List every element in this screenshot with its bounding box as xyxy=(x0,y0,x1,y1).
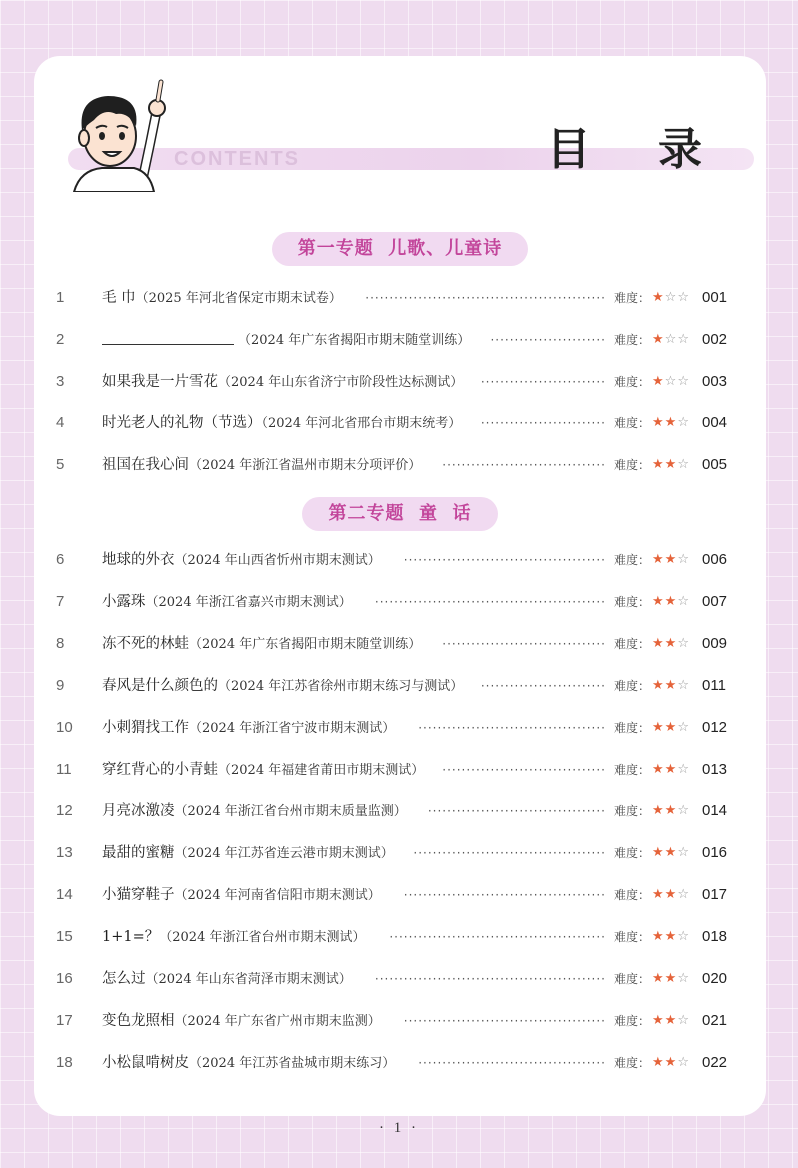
difficulty-stars xyxy=(652,370,690,394)
entry-title xyxy=(102,799,407,824)
entry-page-number: 007 xyxy=(702,592,728,610)
difficulty-stars xyxy=(652,411,690,435)
star-filled-icon: ★ xyxy=(652,290,665,305)
entry-title xyxy=(102,632,421,657)
entry-number: 6 xyxy=(56,551,65,568)
entry-title-text: 最甜的蜜糖 xyxy=(102,845,175,862)
difficulty-label: 难度： xyxy=(614,930,651,945)
section-title-text: 第一专题 儿歌、儿童诗 xyxy=(272,232,529,266)
entry-source: （2024 年福建省莆田市期末测试） xyxy=(218,762,425,778)
star-empty-icon: ☆ xyxy=(677,457,690,473)
entry-title xyxy=(102,967,352,992)
star-filled-icon: ★ xyxy=(664,1012,678,1028)
entry-page-number: 018 xyxy=(702,928,728,946)
star-empty-icon: ☆ xyxy=(677,761,690,777)
entry-page-number: 012 xyxy=(702,718,728,736)
toc-entry[interactable] xyxy=(34,1009,766,1033)
entry-title xyxy=(102,286,342,311)
entry-source: （2024 年浙江省宁波市期末测试） xyxy=(189,720,396,736)
entry-source: （2024 年山西省忻州市期末测试） xyxy=(174,553,381,568)
entry-number: 15 xyxy=(56,928,73,946)
difficulty-stars xyxy=(652,716,690,740)
difficulty-label: 难度： xyxy=(614,291,651,305)
entry-page-number: 011 xyxy=(702,676,726,694)
entry-title xyxy=(102,1009,381,1034)
dot-leader: ·················································· xyxy=(365,291,606,305)
entry-title-text: 小猫穿鞋子 xyxy=(102,887,175,904)
dot-leader: ····································· xyxy=(427,804,606,819)
star-filled-icon: ★ xyxy=(664,457,678,473)
difficulty-label: 难度： xyxy=(614,762,651,777)
entry-page-number: 009 xyxy=(702,634,728,652)
star-filled-icon: ★ xyxy=(652,593,665,609)
star-filled-icon: ★ xyxy=(652,803,665,819)
page-title: 目 录 xyxy=(546,124,728,175)
entry-number: 5 xyxy=(56,456,65,474)
toc-entry[interactable] xyxy=(34,370,766,394)
difficulty-stars xyxy=(652,758,690,782)
star-filled-icon: ★ xyxy=(664,719,678,735)
star-filled-icon: ★ xyxy=(664,593,678,609)
difficulty-label: 难度： xyxy=(614,804,651,819)
star-filled-icon: ★ xyxy=(664,677,678,693)
difficulty-label: 难度： xyxy=(614,458,651,473)
entry-title-text: 小露珠 xyxy=(102,593,146,610)
dot-leader: ·································· xyxy=(442,458,606,473)
entry-title-text: 地球的外衣 xyxy=(102,552,175,568)
difficulty-label: 难度： xyxy=(614,846,651,861)
difficulty-stars xyxy=(652,841,690,865)
difficulty-label: 难度： xyxy=(614,1055,651,1070)
star-empty-icon: ☆ xyxy=(664,331,678,347)
star-empty-icon: ☆ xyxy=(664,373,678,389)
difficulty-label: 难度： xyxy=(614,332,651,347)
entry-page-number: 022 xyxy=(702,1053,728,1071)
entry-source: （2024 年浙江省台州市期末质量监测） xyxy=(174,804,407,820)
entry-number: 17 xyxy=(56,1011,73,1029)
star-filled-icon: ★ xyxy=(664,761,678,777)
star-empty-icon: ☆ xyxy=(677,593,690,609)
dot-leader: ·························· xyxy=(480,374,606,389)
toc-entry[interactable] xyxy=(34,716,766,740)
star-filled-icon: ★ xyxy=(652,929,665,945)
entry-title-text: 变色龙照相 xyxy=(102,1012,175,1029)
toc-entry[interactable] xyxy=(34,1051,766,1075)
star-filled-icon: ★ xyxy=(664,929,678,945)
dot-leader: ·································· xyxy=(442,636,606,651)
star-filled-icon: ★ xyxy=(664,635,678,651)
toc-entry[interactable] xyxy=(34,883,766,907)
entry-number: 2 xyxy=(56,330,65,348)
entry-title xyxy=(102,1051,395,1076)
entry-source: （2024 年山东省济宁市阶段性达标测试） xyxy=(218,374,464,390)
entry-number: 11 xyxy=(56,760,72,778)
entry-number: 14 xyxy=(56,886,73,904)
star-filled-icon: ★ xyxy=(652,457,665,473)
entry-page-number: 004 xyxy=(702,414,728,432)
entry-number: 9 xyxy=(56,676,65,694)
star-filled-icon: ★ xyxy=(652,887,665,903)
entry-title-text: 小松鼠啃树皮 xyxy=(102,1054,189,1071)
star-filled-icon: ★ xyxy=(652,845,665,861)
entry-title-text: 如果我是一片雪花 xyxy=(102,373,218,390)
toc-entry[interactable] xyxy=(34,967,766,991)
entry-number: 12 xyxy=(56,802,73,820)
entry-title-text: 怎么过 xyxy=(102,971,146,987)
difficulty-stars xyxy=(652,1051,690,1075)
entry-page-number: 017 xyxy=(702,886,728,904)
dot-leader: ·········································· xyxy=(403,888,606,903)
entry-title-text: 1+1=？ xyxy=(102,929,160,946)
dot-leader: ················································ xyxy=(374,594,606,609)
entry-source: （2024 年河北省邢台市期末统考） xyxy=(261,416,462,432)
difficulty-stars xyxy=(652,286,690,310)
difficulty-stars xyxy=(652,967,690,991)
entry-source: （2024 年山东省菏泽市期末测试） xyxy=(145,972,352,987)
toc-entry[interactable] xyxy=(34,411,766,435)
entry-title xyxy=(102,925,365,950)
entry-number: 1 xyxy=(56,289,65,306)
entry-number: 3 xyxy=(56,372,65,390)
entry-title xyxy=(102,370,463,395)
entry-title xyxy=(102,716,395,741)
star-empty-icon: ☆ xyxy=(677,635,690,651)
difficulty-label: 难度： xyxy=(614,636,651,651)
star-empty-icon: ☆ xyxy=(677,331,690,347)
entry-page-number: 002 xyxy=(702,330,728,348)
entry-number: 10 xyxy=(56,718,73,736)
entry-number: 16 xyxy=(56,970,73,987)
entry-page-number: 014 xyxy=(702,802,728,820)
entry-source: （2024 年广东省广州市期末监测） xyxy=(174,1013,381,1029)
page-number: · 1 · xyxy=(379,1120,419,1136)
star-filled-icon: ★ xyxy=(652,373,665,389)
star-empty-icon: ☆ xyxy=(677,1054,690,1070)
entry-title-text: 春风是什么颜色的 xyxy=(102,677,218,694)
star-empty-icon: ☆ xyxy=(677,552,690,567)
entry-title xyxy=(102,883,381,908)
dot-leader: ························ xyxy=(490,332,606,347)
toc-entry[interactable] xyxy=(34,674,766,698)
toc-entry[interactable] xyxy=(34,632,766,656)
toc-entry[interactable] xyxy=(34,758,766,782)
dot-leader: ·························· xyxy=(480,678,606,693)
entry-page-number: 006 xyxy=(702,551,728,568)
entry-title xyxy=(102,590,352,615)
dot-leader: ·························· xyxy=(480,416,606,431)
entry-title-text: 小刺猬找工作 xyxy=(102,719,189,736)
entry-source: （2024 年浙江省台州市期末测试） xyxy=(159,930,366,946)
entry-source: （2024 年江苏省盐城市期末练习） xyxy=(189,1055,396,1071)
entry-source: （2024 年浙江省嘉兴市期末测试） xyxy=(145,594,352,610)
dot-leader: ·········································· xyxy=(403,1013,606,1028)
difficulty-stars xyxy=(652,674,690,698)
section-title-2 xyxy=(34,497,766,531)
star-empty-icon: ☆ xyxy=(664,290,678,305)
star-filled-icon: ★ xyxy=(664,845,678,861)
entry-title xyxy=(102,758,424,783)
difficulty-label: 难度： xyxy=(614,416,651,431)
entry-page-number: 003 xyxy=(702,372,728,390)
entry-title-text: 祖国在我心间 xyxy=(102,457,189,474)
entry-title xyxy=(102,411,461,436)
difficulty-stars xyxy=(652,1009,690,1033)
entry-source: （2024 年浙江省温州市期末分项评价） xyxy=(189,458,422,474)
toc-entry[interactable] xyxy=(34,548,766,572)
entry-title xyxy=(102,453,421,478)
dot-leader: ······································· xyxy=(418,1055,606,1070)
toc-entry[interactable] xyxy=(34,590,766,614)
star-filled-icon: ★ xyxy=(664,552,678,567)
dot-leader: ········································ xyxy=(413,846,606,861)
entry-title-text: 月亮冰激凌 xyxy=(102,803,175,820)
title-blank-line xyxy=(102,329,234,345)
difficulty-label: 难度： xyxy=(614,972,651,986)
difficulty-label: 难度： xyxy=(614,594,651,609)
dot-leader: ······································· xyxy=(418,720,606,735)
entry-source: （2024 年广东省揭阳市期末随堂训练） xyxy=(189,636,422,652)
toc-entry[interactable] xyxy=(34,925,766,949)
entry-page-number: 021 xyxy=(702,1011,728,1029)
star-filled-icon: ★ xyxy=(652,971,665,986)
star-empty-icon: ☆ xyxy=(677,290,690,305)
star-filled-icon: ★ xyxy=(664,1054,678,1070)
entry-source: （2024 年广东省揭阳市期末随堂训练） xyxy=(238,332,471,348)
entry-title-text: 毛 巾 xyxy=(102,290,136,306)
entry-title xyxy=(102,841,394,866)
toc-entry[interactable] xyxy=(34,328,766,352)
entry-title-text: 时光老人的礼物（节选） xyxy=(102,415,262,432)
toc-entry[interactable] xyxy=(34,799,766,823)
star-empty-icon: ☆ xyxy=(677,971,690,986)
star-empty-icon: ☆ xyxy=(677,803,690,819)
dot-leader: ················································ xyxy=(374,972,606,986)
entry-page-number: 013 xyxy=(702,760,728,778)
entry-number: 7 xyxy=(56,592,65,610)
star-empty-icon: ☆ xyxy=(677,677,690,693)
difficulty-stars xyxy=(652,548,690,572)
contents-card xyxy=(34,56,766,1116)
entry-number: 13 xyxy=(56,844,73,862)
toc-entry[interactable] xyxy=(34,453,766,477)
star-empty-icon: ☆ xyxy=(677,845,690,861)
difficulty-stars xyxy=(652,799,690,823)
star-filled-icon: ★ xyxy=(652,1012,665,1028)
difficulty-stars xyxy=(652,328,690,352)
difficulty-label: 难度： xyxy=(614,888,651,903)
entry-page-number: 020 xyxy=(702,970,728,987)
star-filled-icon: ★ xyxy=(664,803,678,819)
section-title-1 xyxy=(34,232,766,266)
star-filled-icon: ★ xyxy=(652,1054,665,1070)
star-empty-icon: ☆ xyxy=(677,373,690,389)
entry-title xyxy=(102,548,381,573)
dot-leader: ·································· xyxy=(442,762,606,777)
toc-entry[interactable] xyxy=(34,841,766,865)
difficulty-label: 难度： xyxy=(614,678,651,693)
star-filled-icon: ★ xyxy=(652,331,665,347)
contents-header xyxy=(34,56,766,206)
star-filled-icon: ★ xyxy=(664,971,678,986)
entry-title-text: 穿红背心的小青蛙 xyxy=(102,761,218,778)
difficulty-label: 难度： xyxy=(614,1013,651,1028)
difficulty-stars xyxy=(652,590,690,614)
star-empty-icon: ☆ xyxy=(677,887,690,903)
section-title-text: 第二专题 童 话 xyxy=(302,497,497,531)
star-empty-icon: ☆ xyxy=(677,719,690,735)
entry-title-text: 冻不死的林蛙 xyxy=(102,635,189,652)
entry-title xyxy=(102,328,470,353)
star-filled-icon: ★ xyxy=(664,887,678,903)
entry-source: （2024 年河南省信阳市期末测试） xyxy=(174,888,381,904)
star-filled-icon: ★ xyxy=(652,552,665,567)
entry-page-number: 005 xyxy=(702,456,728,474)
entry-title xyxy=(102,674,463,699)
entry-source: （2024 年江苏省连云港市期末测试） xyxy=(174,846,394,862)
difficulty-stars xyxy=(652,925,690,949)
star-empty-icon: ☆ xyxy=(677,1012,690,1028)
star-filled-icon: ★ xyxy=(652,677,665,693)
star-empty-icon: ☆ xyxy=(677,415,690,431)
contents-label: CONTENTS xyxy=(174,148,300,170)
entry-page-number: 001 xyxy=(702,289,728,306)
star-empty-icon: ☆ xyxy=(677,929,690,945)
difficulty-label: 难度： xyxy=(614,374,651,389)
star-filled-icon: ★ xyxy=(652,415,665,431)
boy-pointing-up-icon xyxy=(64,74,176,192)
difficulty-stars xyxy=(652,632,690,656)
difficulty-stars xyxy=(652,883,690,907)
entry-source: （2024 年江苏省徐州市期末练习与测试） xyxy=(218,678,464,694)
star-filled-icon: ★ xyxy=(652,761,665,777)
star-filled-icon: ★ xyxy=(652,719,665,735)
entry-number: 4 xyxy=(56,414,65,432)
star-filled-icon: ★ xyxy=(652,635,665,651)
entry-number: 8 xyxy=(56,634,65,652)
dot-leader: ·········································· xyxy=(403,553,606,567)
difficulty-stars xyxy=(652,453,690,477)
toc-entry[interactable] xyxy=(34,286,766,310)
difficulty-label: 难度： xyxy=(614,553,651,567)
star-filled-icon: ★ xyxy=(664,415,678,431)
difficulty-label: 难度： xyxy=(614,720,651,735)
entry-number: 18 xyxy=(56,1053,73,1071)
entry-source: （2025 年河北省保定市期末试卷） xyxy=(135,291,342,306)
dot-leader: ············································· xyxy=(389,930,606,945)
entry-page-number: 016 xyxy=(702,844,728,862)
